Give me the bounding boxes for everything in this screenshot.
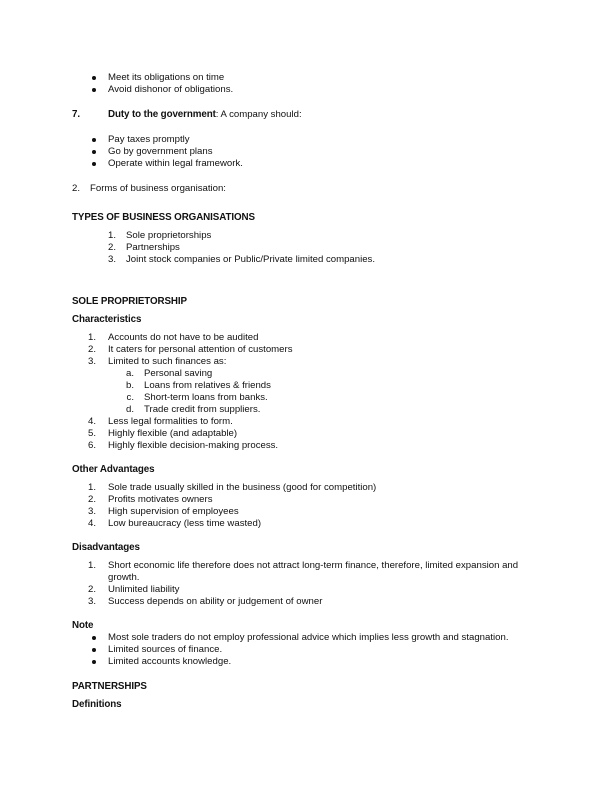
list-number: 2. bbox=[87, 584, 96, 595]
list-item: Pay taxes promptly bbox=[108, 134, 190, 145]
list-item: Sole proprietorships bbox=[126, 230, 212, 241]
list-number: 3. bbox=[87, 596, 96, 607]
list-number: 3. bbox=[87, 356, 96, 367]
list-item: Highly flexible (and adaptable) bbox=[108, 428, 238, 439]
bullet-icon bbox=[92, 138, 96, 142]
list-item: Less legal formalities to form. bbox=[108, 416, 233, 427]
list-number: 6. bbox=[87, 440, 96, 451]
list-item-continuation: growth. bbox=[108, 572, 140, 583]
list-letter: c. bbox=[126, 392, 134, 403]
duty-government-intro: : A company should: bbox=[215, 109, 302, 120]
list-item: Trade credit from suppliers. bbox=[144, 404, 261, 415]
list-item: Most sole traders do not employ professional advice which implies less growth and stagnation. bbox=[108, 632, 509, 643]
sole-heading: SOLE PROPRIETORSHIP bbox=[72, 296, 187, 307]
list-item: Limited sources of finance. bbox=[108, 644, 223, 655]
list-item: Avoid dishonor of obligations. bbox=[108, 84, 234, 95]
duty-government-heading bbox=[108, 109, 302, 121]
list-letter: d. bbox=[125, 404, 134, 415]
list-number: 3. bbox=[87, 506, 96, 517]
list-item: Highly flexible decision-making process. bbox=[108, 440, 279, 451]
bullet-icon bbox=[92, 150, 96, 154]
disadvantages-heading: Disadvantages bbox=[72, 542, 140, 553]
bullet-icon bbox=[92, 162, 96, 166]
list-number: 2. bbox=[87, 344, 96, 355]
forms-text: Forms of business organisation: bbox=[90, 183, 226, 194]
list-item: Loans from relatives & friends bbox=[144, 380, 271, 391]
list-number: 5. bbox=[87, 428, 96, 439]
list-item: Short-term loans from banks. bbox=[144, 392, 268, 403]
list-item: Go by government plans bbox=[108, 146, 213, 157]
definitions-heading: Definitions bbox=[72, 699, 122, 710]
bullet-icon bbox=[92, 648, 96, 652]
advantages-heading: Other Advantages bbox=[72, 464, 155, 475]
bullet-icon bbox=[92, 88, 96, 92]
list-item: Meet its obligations on time bbox=[108, 72, 225, 83]
bullet-icon bbox=[92, 636, 96, 640]
bullet-icon bbox=[92, 76, 96, 80]
list-item: Personal saving bbox=[144, 368, 213, 379]
list-number: 3. bbox=[107, 254, 116, 265]
list-letter: a. bbox=[125, 368, 134, 379]
list-item: It caters for personal attention of customers bbox=[108, 344, 293, 355]
list-item: Low bureaucracy (less time wasted) bbox=[108, 518, 262, 529]
list-item: Operate within legal framework. bbox=[108, 158, 243, 169]
list-letter: b. bbox=[125, 380, 134, 391]
types-heading: TYPES OF BUSINESS ORGANISATIONS bbox=[72, 212, 255, 223]
list-number: 1. bbox=[107, 230, 116, 241]
list-number: 4. bbox=[87, 518, 96, 529]
list-item: Unlimited liability bbox=[108, 584, 180, 595]
characteristics-heading: Characteristics bbox=[72, 314, 142, 325]
list-item: Limited to such finances as: bbox=[108, 356, 227, 367]
list-item: Limited accounts knowledge. bbox=[108, 656, 232, 667]
partnerships-heading: PARTNERSHIPS bbox=[72, 681, 147, 692]
list-number: 4. bbox=[87, 416, 96, 427]
bullet-icon bbox=[92, 660, 96, 664]
list-number: 2. bbox=[107, 242, 116, 253]
section-number: 7. bbox=[72, 109, 80, 120]
list-number: 2. bbox=[87, 494, 96, 505]
list-number: 1. bbox=[87, 482, 96, 493]
list-item: Joint stock companies or Public/Private limited companies. bbox=[126, 254, 376, 265]
list-item: High supervision of employees bbox=[108, 506, 239, 517]
duty-government-title: Duty to the government bbox=[108, 109, 216, 120]
list-item: Partnerships bbox=[126, 242, 180, 253]
list-number: 1. bbox=[87, 332, 96, 343]
forms-number: 2. bbox=[72, 183, 81, 194]
list-item: Sole trade usually skilled in the business (good for competition) bbox=[108, 482, 377, 493]
list-item: Profits motivates owners bbox=[108, 494, 213, 505]
list-item: Success depends on ability or judgement of owner bbox=[108, 596, 323, 607]
list-item: Short economic life therefore does not attract long-term finance, therefore, limited expansion and bbox=[108, 560, 519, 571]
list-item: Accounts do not have to be audited bbox=[108, 332, 259, 343]
note-heading: Note bbox=[72, 620, 94, 631]
list-number: 1. bbox=[87, 560, 96, 571]
